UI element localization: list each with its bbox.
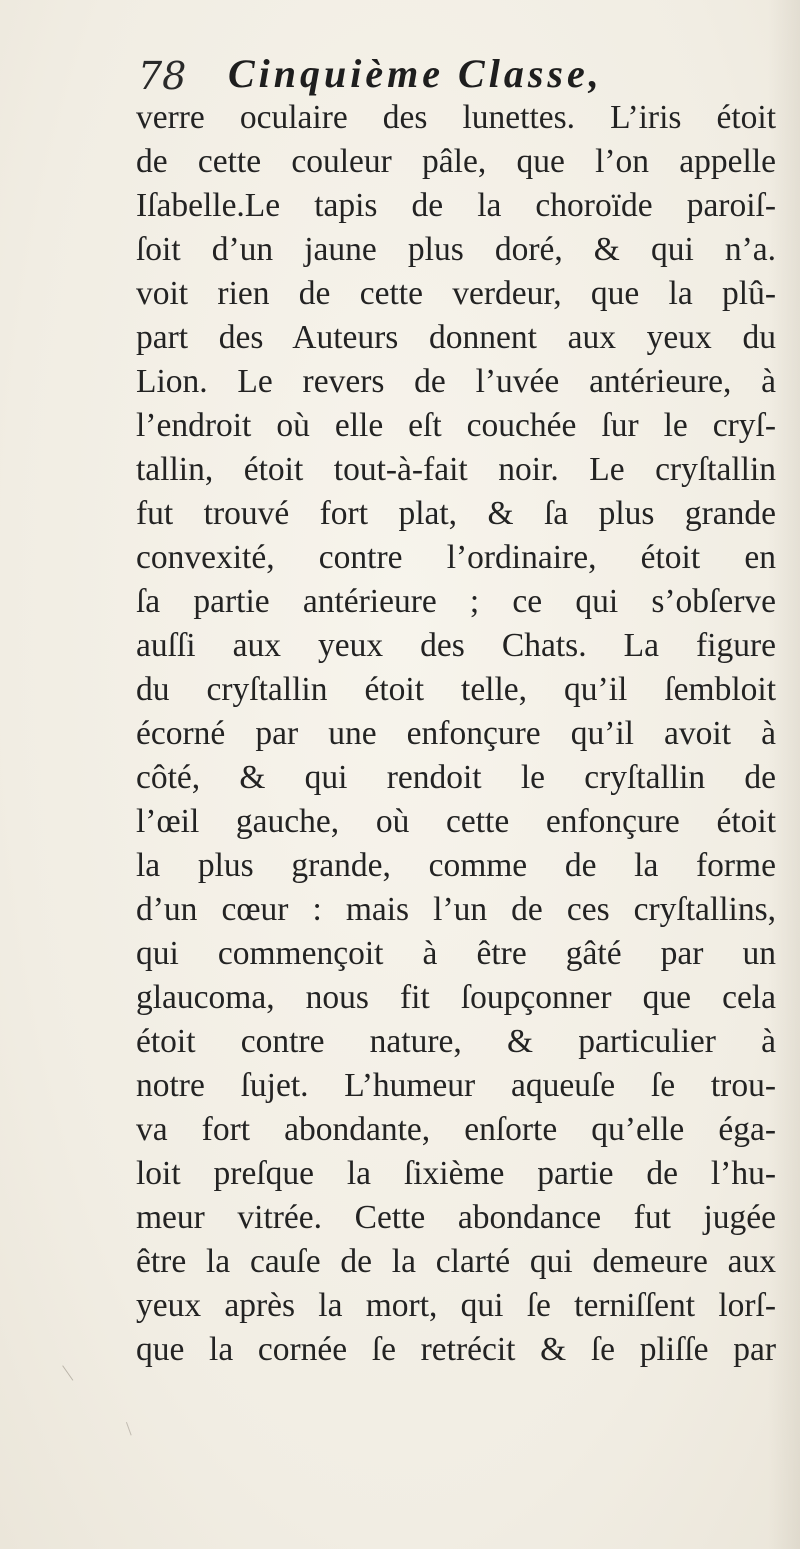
text-line: l’endroit où elle eſt couchée ſur le cryſ- — [136, 407, 776, 444]
ink-speck — [126, 1419, 141, 1436]
text-line: que la cornée ſe retrécit & ſe pliſſe par — [136, 1331, 776, 1368]
text-line: côté, & qui rendoit le cryſtallin de — [136, 759, 776, 796]
text-line: Iſabelle.Le tapis de la choroïde paroiſ- — [136, 187, 776, 224]
ink-speck — [62, 1357, 85, 1380]
text-line: écorné par une enfonçure qu’il avoit à — [136, 715, 776, 752]
text-line: voit rien de cette verdeur, que la plû- — [136, 275, 776, 312]
running-head: Cinquième Classe, — [228, 51, 603, 96]
text-line: va fort abondante, enſorte qu’elle éga- — [136, 1111, 776, 1148]
body-text — [136, 96, 776, 1372]
text-line: la plus grande, comme de la forme — [136, 847, 776, 884]
text-line: d’un cœur : mais l’un de ces cryſtallins, — [136, 891, 776, 928]
text-line: part des Auteurs donnent aux yeux du — [136, 319, 776, 356]
text-line: verre oculaire des lunettes. L’iris étoit — [136, 99, 776, 136]
text-line: ſa partie antérieure ; ce qui s’obſerve — [136, 583, 776, 620]
text-line: meur vitrée. Cette abondance fut jugée — [136, 1199, 776, 1236]
text-line: fut trouvé fort plat, & ſa plus grande — [136, 495, 776, 532]
page-number: 78 — [138, 54, 187, 98]
text-line: convexité, contre l’ordinaire, étoit en — [136, 539, 776, 576]
text-line: du cryſtallin étoit telle, qu’il ſembloit — [136, 671, 776, 708]
text-line: étoit contre nature, & particulier à — [136, 1023, 776, 1060]
text-line: de cette couleur pâle, que l’on appelle — [136, 143, 776, 180]
text-line: loit preſque la ſixième partie de l’hu- — [136, 1155, 776, 1192]
text-line: qui commençoit à être gâté par un — [136, 935, 776, 972]
text-line: notre ſujet. L’humeur aqueuſe ſe trou- — [136, 1067, 776, 1104]
text-line: tallin, étoit tout-à-fait noir. Le cryſtallin — [136, 451, 776, 488]
text-line: ſoit d’un jaune plus doré, & qui n’a. — [136, 231, 776, 268]
text-line: l’œil gauche, où cette enfonçure étoit — [136, 803, 776, 840]
text-line: Lion. Le revers de l’uvée antérieure, à — [136, 363, 776, 400]
text-line: être la cauſe de la clarté qui demeure aux — [136, 1243, 776, 1280]
text-line: auſſi aux yeux des Chats. La figure — [136, 627, 776, 664]
text-line: yeux après la mort, qui ſe terniſſent lorſ- — [136, 1287, 776, 1324]
text-line: glaucoma, nous fit ſoupçonner que cela — [136, 979, 776, 1016]
page-header — [138, 50, 778, 102]
